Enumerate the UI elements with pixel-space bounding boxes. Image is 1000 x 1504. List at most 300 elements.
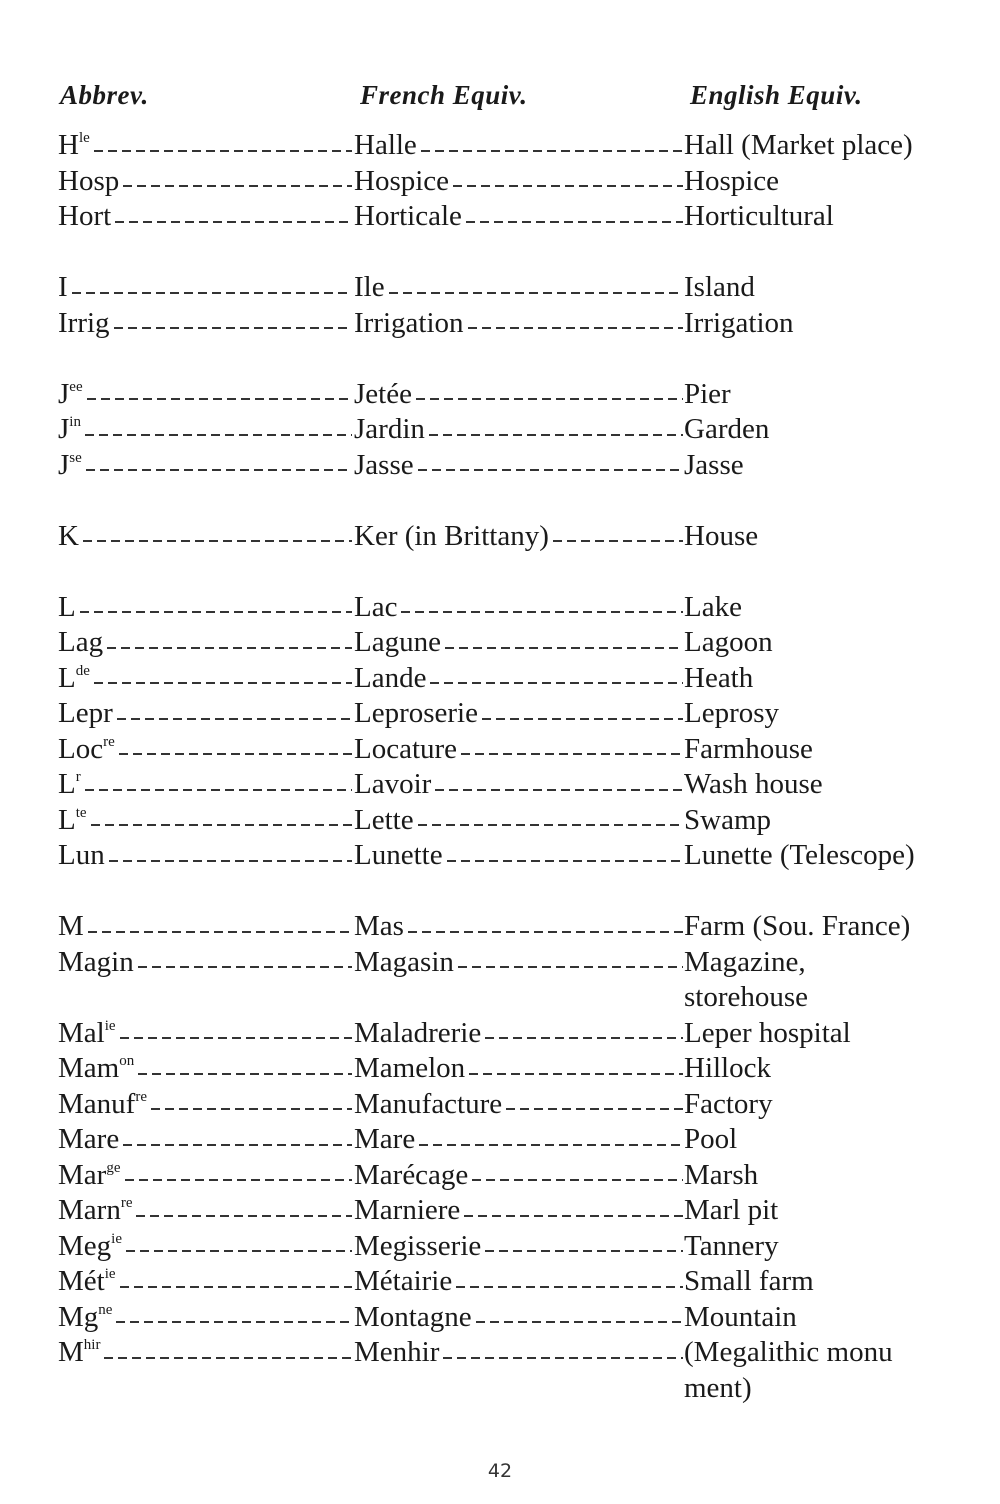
abbreviation-cell [58,519,353,555]
french-equivalent: Mas [354,910,404,942]
glossary-row [58,1158,993,1194]
english-cell [684,412,1000,448]
abbreviation-text: Lepr [58,697,113,729]
french-cell [354,838,684,874]
leader-dashes [469,1073,683,1075]
english-cell [684,1335,1000,1404]
abbreviation-text: J [58,448,70,481]
abbreviation-cell [58,767,353,803]
french-cell [354,199,684,235]
english-equivalent: Magazine, [684,945,806,978]
abbreviation-cell [58,1300,353,1336]
french-equivalent: Megisserie [354,1229,482,1262]
glossary-row [58,1016,993,1052]
leader-dashes [464,1215,683,1217]
english-equivalent: Marl pit [684,1194,779,1226]
leader-dashes [85,434,352,436]
english-cell [684,306,1000,342]
abbreviation-cell [58,164,353,200]
abbreviation-text: Loc [58,732,104,765]
glossary-row [58,803,993,839]
abbreviation [58,909,84,945]
glossary-row [58,1087,993,1123]
abbreviation-superscript: ee [69,378,83,395]
leader-dashes [443,1357,683,1359]
french-equivalent: Mamelon [354,1052,466,1084]
english-equivalent: Pool [684,1123,738,1155]
abbreviation-cell [58,732,353,768]
abbreviation-cell [58,1087,353,1123]
glossary-row [58,838,993,874]
leader-dashes [453,185,683,187]
abbreviation-text: Hosp [58,164,120,197]
abbreviation-text: Mar [58,1158,107,1191]
abbreviation-cell [58,1193,353,1229]
abbreviation [58,1264,116,1300]
abbreviation-text: Mg [58,1300,99,1333]
abbreviation [58,1335,100,1371]
leader-dashes [88,931,352,933]
leader-dashes [138,1073,352,1075]
leader-dashes [485,1250,683,1252]
abbreviation-superscript: hir [83,1337,101,1353]
abbreviation [58,661,90,697]
abbreviation [58,590,76,626]
group-spacer [58,341,993,377]
glossary-entries [58,128,993,1406]
leader-dashes [119,753,352,755]
english-equivalent: Irrigation [684,306,794,339]
abbreviation [58,1122,119,1158]
english-equivalent: Jasse [684,448,744,481]
abbreviation-superscript: ie [104,1017,116,1034]
leader-dashes [72,292,352,294]
english-equivalent: Small farm [684,1265,814,1297]
abbreviation [58,838,105,874]
abbreviation [58,1087,147,1123]
french-equivalent: Mare [354,1123,416,1155]
glossary-row [58,164,993,200]
leader-dashes [85,789,352,791]
french-equivalent: Halle [354,129,417,161]
leader-dashes [136,1215,352,1217]
abbreviation [58,377,83,413]
abbreviation [58,1158,121,1194]
french-equivalent: Jasse [354,448,414,481]
leader-dashes [80,611,352,613]
leader-dashes [429,434,683,436]
abbreviation-text: Mét [58,1265,105,1297]
header-english: English Equiv. [690,80,863,110]
french-equivalent: Menhir [354,1336,440,1368]
english-equivalent: Wash house [684,768,823,800]
leader-dashes [126,1250,352,1252]
english-equivalent: Tannery [684,1229,779,1262]
english-cell [684,1122,1000,1158]
french-cell [354,1264,684,1300]
french-equivalent: Jetée [354,377,412,410]
abbreviation-text: I [58,271,68,303]
leader-dashes [117,718,352,720]
english-equivalent-continuation: ment) [684,1371,752,1404]
abbreviation-text: M [58,1336,84,1368]
glossary-row [58,1193,993,1229]
english-equivalent: Farm (Sou. France) [684,910,911,942]
leader-dashes [91,824,352,826]
english-cell [684,1193,1000,1229]
leader-dashes [416,398,683,400]
english-equivalent: Lagoon [684,626,773,658]
french-cell [354,661,684,697]
english-equivalent: Lunette (Telescope) [684,839,915,871]
leader-dashes [419,1144,683,1146]
header-abbrev: Abbrev. [60,80,149,110]
abbreviation [58,1051,134,1087]
leader-dashes [476,1321,683,1323]
glossary-row [58,945,993,1013]
french-cell [354,767,684,803]
french-equivalent: Horticale [354,200,462,232]
column-headers [58,80,980,120]
glossary-row [58,306,993,342]
glossary-row [58,590,993,626]
french-equivalent: Marécage [354,1158,469,1191]
abbreviation-text: Mare [58,1123,120,1155]
abbreviation-superscript: in [69,414,81,430]
english-cell [684,1300,1000,1336]
english-equivalent: Island [684,271,755,303]
french-equivalent: Marniere [354,1194,461,1226]
leader-dashes [458,966,683,968]
abbreviation-superscript: re [135,1088,147,1105]
page-number: 42 [487,1460,513,1482]
leader-dashes [408,931,683,933]
english-cell [684,377,1000,413]
group-spacer [58,483,993,519]
french-cell [354,625,684,661]
abbreviation-cell [58,1335,353,1371]
glossary-row [58,1264,993,1300]
french-equivalent: Lavoir [354,768,432,800]
abbreviation [58,164,119,200]
english-cell [684,803,1000,839]
english-equivalent: Swamp [684,803,771,836]
glossary-row [58,696,993,732]
english-equivalent: Leper hospital [684,1016,851,1049]
french-cell [354,1335,684,1371]
leader-dashes [461,753,683,755]
leader-dashes [83,540,352,542]
abbreviation-cell [58,1158,353,1194]
abbreviation-cell [58,448,353,484]
glossary-row [58,128,993,164]
abbreviation-cell [58,945,353,981]
abbreviation [58,1193,132,1229]
english-cell [684,164,1000,200]
abbreviation-superscript: se [69,449,82,466]
french-cell [354,270,684,306]
french-equivalent: Lagune [354,626,441,658]
leader-dashes [421,150,683,152]
english-equivalent: House [684,519,759,552]
abbreviation-text: Irrig [58,306,110,339]
leader-dashes [94,682,352,684]
leader-dashes [435,789,683,791]
abbreviation-superscript: ie [111,1230,122,1247]
abbreviation-superscript: on [119,1053,135,1069]
abbreviation [58,732,115,768]
english-equivalent: Hall (Market place) [684,129,913,161]
leader-dashes [87,398,352,400]
french-cell [354,1016,684,1052]
french-cell [354,377,684,413]
leader-dashes [107,647,352,649]
french-cell [354,128,684,164]
english-cell [684,945,1000,1013]
french-equivalent: Lette [354,803,414,836]
abbreviation-superscript: ge [106,1159,121,1176]
abbreviation-cell [58,270,353,306]
abbreviation-text: L [58,661,76,694]
abbreviation-text: J [58,377,70,410]
abbreviation-text: Marn [58,1194,121,1226]
leader-dashes [418,824,683,826]
leader-dashes [482,718,683,720]
header-french: French Equiv. [360,80,528,110]
abbreviation-text: Hort [58,200,112,232]
abbreviation [58,1300,112,1336]
french-cell [354,1300,684,1336]
abbreviation-text: L [58,768,76,800]
glossary-row [58,1122,993,1158]
glossary-row [58,519,993,555]
abbreviation-text: Lag [58,626,104,658]
french-cell [354,1087,684,1123]
french-cell [354,1193,684,1229]
abbreviation-cell [58,909,353,945]
french-cell [354,732,684,768]
leader-dashes [468,327,683,329]
abbreviation-cell [58,838,353,874]
glossary-row [58,412,993,448]
abbreviation [58,767,81,803]
abbreviation-cell [58,128,353,164]
abbreviation-cell [58,1016,353,1052]
leader-dashes [389,292,683,294]
abbreviation-text: Meg [58,1229,112,1262]
french-equivalent: Jardin [354,413,425,445]
english-cell [684,661,1000,697]
french-equivalent: Manufacture [354,1087,503,1120]
leader-dashes [447,860,683,862]
french-cell [354,590,684,626]
english-cell [684,128,1000,164]
glossary-row [58,448,993,484]
leader-dashes [123,1144,352,1146]
english-equivalent: Heath [684,661,754,694]
english-cell [684,909,1000,945]
english-equivalent: Hillock [684,1052,771,1084]
abbreviation-superscript: re [120,1195,133,1211]
group-spacer [58,874,993,910]
english-cell [684,590,1000,626]
group-spacer [58,235,993,271]
french-cell [354,1122,684,1158]
abbreviation-text: L [58,803,76,836]
english-equivalent: Farmhouse [684,732,813,765]
english-cell [684,1087,1000,1123]
english-cell [684,199,1000,235]
english-cell [684,1264,1000,1300]
leader-dashes [151,1108,352,1110]
french-equivalent: Ile [354,271,385,303]
abbreviation-cell [58,306,353,342]
leader-dashes [125,1179,353,1181]
abbreviation-cell [58,803,353,839]
abbreviation [58,945,134,981]
english-equivalent: Mountain [684,1300,797,1333]
abbreviation-text: L [58,590,76,623]
abbreviation [58,1016,116,1052]
abbreviation-text: J [58,413,70,445]
abbreviation-superscript: ne [98,1301,113,1318]
leader-dashes [138,966,352,968]
leader-dashes [94,150,352,152]
wrapped-line-spacer [58,980,993,1016]
wrapped-line-spacer [58,1371,993,1407]
english-cell [684,1051,1000,1087]
english-cell [684,696,1000,732]
english-cell [684,1229,1000,1265]
english-equivalent: Factory [684,1087,773,1120]
abbreviation [58,270,68,306]
english-equivalent: (Megalithic monu [684,1336,893,1368]
abbreviation-cell [58,625,353,661]
abbreviation [58,1229,122,1265]
french-cell [354,1158,684,1194]
french-equivalent: Locature [354,732,458,765]
french-equivalent: Magasin [354,945,454,978]
abbreviation-text: Lun [58,839,105,871]
abbreviation-superscript: ie [104,1266,116,1282]
glossary-row [58,767,993,803]
leader-dashes [114,327,352,329]
french-equivalent: Leproserie [354,697,478,729]
abbreviation [58,625,103,661]
english-equivalent: Garden [684,413,770,445]
english-equivalent: Hospice [684,164,780,197]
leader-dashes [466,221,683,223]
english-cell [684,519,1000,555]
abbreviation-superscript: r [75,769,81,785]
abbreviation-text: M [58,910,84,942]
english-cell [684,625,1000,661]
glossary-row [58,377,993,413]
abbreviation-text: Manuf [58,1087,136,1120]
abbreviation [58,128,90,164]
abbreviation [58,199,111,235]
abbreviation [58,519,79,555]
glossary-row [58,1300,993,1336]
french-equivalent: Irrigation [354,306,464,339]
abbreviation [58,696,113,732]
french-cell [354,412,684,448]
french-cell [354,164,684,200]
leader-dashes [116,1321,352,1323]
french-cell [354,448,684,484]
abbreviation-cell [58,1264,353,1300]
french-equivalent: Métairie [354,1265,453,1297]
abbreviation-cell [58,1122,353,1158]
abbreviation-cell [58,661,353,697]
abbreviation-text: Mam [58,1052,120,1084]
glossary-row [58,270,993,306]
glossary-row [58,909,993,945]
abbreviation-superscript: te [75,804,87,821]
glossary-row [58,1051,993,1087]
abbreviation-superscript: re [103,733,115,750]
abbreviation-cell [58,377,353,413]
leader-dashes [418,469,683,471]
leader-dashes [109,860,352,862]
group-spacer [58,554,993,590]
abbreviation-text: K [58,519,79,552]
leader-dashes [120,1037,352,1039]
leader-dashes [120,1286,352,1288]
english-cell [684,1158,1000,1194]
leader-dashes [401,611,683,613]
glossary-row [58,199,993,235]
french-cell [354,1051,684,1087]
leader-dashes [115,221,352,223]
french-cell [354,306,684,342]
abbreviation [58,803,87,839]
english-equivalent: Lake [684,590,742,623]
glossary-row [58,661,993,697]
leader-dashes [506,1108,683,1110]
leader-dashes [86,469,352,471]
french-cell [354,909,684,945]
glossary-row [58,1229,993,1265]
abbreviation [58,448,82,484]
english-cell [684,270,1000,306]
english-cell [684,732,1000,768]
french-equivalent: Ker (in Brittany) [354,519,549,552]
leader-dashes [104,1357,352,1359]
french-cell [354,803,684,839]
abbreviation-cell [58,412,353,448]
abbreviation-text: Mal [58,1016,105,1049]
abbreviation-cell [58,590,353,626]
french-equivalent: Lunette [354,839,443,871]
english-equivalent: Horticultural [684,200,834,232]
leader-dashes [123,185,352,187]
leader-dashes [485,1037,683,1039]
english-equivalent: Pier [684,377,731,410]
french-cell [354,519,684,555]
abbreviation-cell [58,1229,353,1265]
french-equivalent: Maladrerie [354,1016,482,1049]
abbreviation [58,306,110,342]
abbreviation-cell [58,199,353,235]
abbreviation [58,412,81,448]
english-cell [684,838,1000,874]
leader-dashes [456,1286,683,1288]
abbreviation-superscript: le [78,130,90,146]
english-equivalent: Marsh [684,1158,759,1191]
french-cell [354,945,684,981]
abbreviation-cell [58,1051,353,1087]
